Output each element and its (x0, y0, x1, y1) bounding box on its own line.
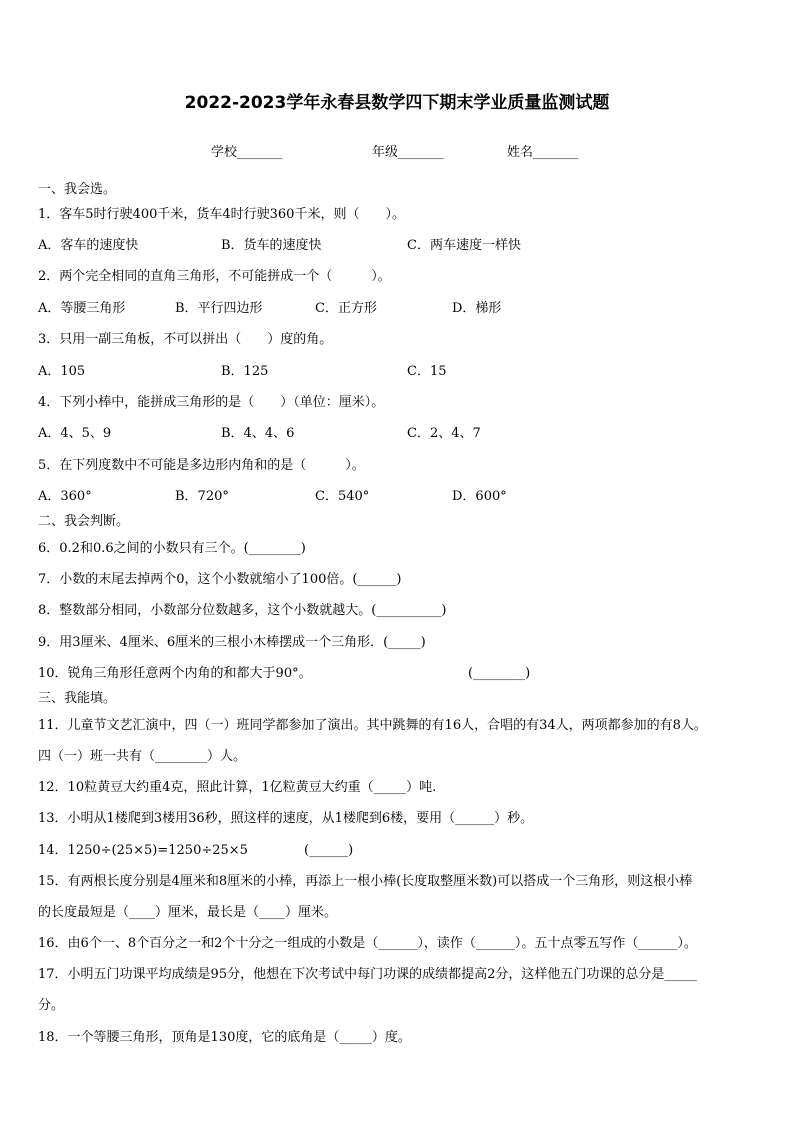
question-11-line-1: 11．儿童节文艺汇演中，四（一）班同学都参加了演出。其中跳舞的有16人，合唱的有34人，两项都参加的有8人。 (38, 718, 707, 733)
option-b[interactable]: B．4、4、6 (221, 426, 295, 441)
option-a[interactable]: A．360° (38, 489, 92, 504)
option-c[interactable]: C．2、4、7 (407, 426, 481, 441)
question-10 (38, 665, 778, 683)
question-8: 8．整数部分相同，小数部分位数越多，这个小数就越大。(__________) (38, 603, 447, 618)
question-16: 16．由6个一、8个百分之一和2个十分之一组成的小数是（______），读作（______）。五十点零五写作（______）。 (38, 936, 697, 951)
question-1: 1．客车5时行驶400千米，货车4时行驶360千米，则（ ）。 (38, 207, 405, 222)
option-b[interactable]: B．125 (221, 364, 269, 379)
option-c[interactable]: C．15 (407, 364, 447, 379)
question-4: 4．下列小棒中，能拼成三角形的是（ ）（单位：厘米）。 (38, 395, 385, 410)
answer-blank[interactable]: (________) (468, 666, 531, 681)
option-a[interactable]: A．等腰三角形 (38, 301, 126, 316)
question-15-line-1: 15．有两根长度分别是4厘米和8厘米的小棒，再添上一根小棒(长度取整厘米数)可以搭成一个三角形，则这根小棒 (38, 874, 693, 889)
option-b[interactable]: B．货车的速度快 (221, 238, 322, 253)
question-14 (38, 842, 778, 860)
question-9: 9．用3厘米、4厘米、6厘米的三根小木棒摆成一个三角形．(_____) (38, 635, 426, 650)
section-heading-choice: 一、我会选。 (38, 182, 117, 197)
option-c[interactable]: C．两车速度一样快 (407, 238, 521, 253)
question-17-line-2: 分。 (38, 998, 65, 1013)
grade-field[interactable]: 年级_______ (372, 145, 444, 160)
option-b[interactable]: B．平行四边形 (175, 301, 263, 316)
question-12: 12．10粒黄豆大约重4克，照此计算，1亿粒黄豆大约重（_____）吨. (38, 780, 437, 795)
option-d[interactable]: D．梯形 (452, 301, 502, 316)
page-title: 2022-2023学年永春县数学四下期末学业质量监测试题 (184, 93, 610, 113)
question-7: 7．小数的末尾去掉两个0，这个小数就缩小了100倍。(______) (38, 572, 402, 587)
section-heading-judge: 二、我会判断。 (38, 514, 130, 529)
answer-blank[interactable]: (______) (304, 843, 354, 858)
question-3: 3．只用一副三角板，不可以拼出（ ）度的角。 (38, 332, 333, 347)
question-6: 6．0.2和0.6之间的小数只有三个。(________) (38, 541, 306, 556)
name-field[interactable]: 姓名_______ (507, 145, 579, 160)
question-15-line-2: 的长度最短是（____）厘米，最长是（____）厘米。 (38, 905, 338, 920)
option-c[interactable]: C．正方形 (315, 301, 377, 316)
question-17-line-1: 17．小明五门功课平均成绩是95分，他想在下次考试中每门功课的成绩都提高2分，这样他五门功课的总分是_____ (38, 967, 697, 982)
option-a[interactable]: A．4、5、9 (38, 426, 112, 441)
question-14-text: 14．1250÷(25×5)=1250÷25×5 (38, 843, 248, 858)
option-b[interactable]: B．720° (175, 489, 229, 504)
question-11-line-2: 四（一）班一共有（________）人。 (38, 749, 247, 764)
question-2: 2．两个完全相同的直角三角形，不可能拼成一个（ ）。 (38, 269, 391, 284)
student-info-row (0, 141, 794, 161)
option-a[interactable]: A．105 (38, 364, 86, 379)
section-heading-fill: 三、我能填。 (38, 691, 117, 706)
question-13: 13．小明从1楼爬到3楼用36秒，照这样的速度，从1楼爬到6楼，要用（______）秒。 (38, 811, 534, 826)
question-5: 5．在下列度数中不可能是多边形内角和的是（ ）。 (38, 458, 365, 473)
school-field[interactable]: 学校_______ (211, 145, 283, 160)
question-18: 18．一个等腰三角形，顶角是130度，它的底角是（_____）度。 (38, 1030, 411, 1045)
option-a[interactable]: A．客车的速度快 (38, 238, 139, 253)
option-d[interactable]: D．600° (452, 489, 507, 504)
option-c[interactable]: C．540° (315, 489, 370, 504)
question-10-text: 10．锐角三角形任意两个内角的和都大于90°。 (38, 666, 312, 681)
